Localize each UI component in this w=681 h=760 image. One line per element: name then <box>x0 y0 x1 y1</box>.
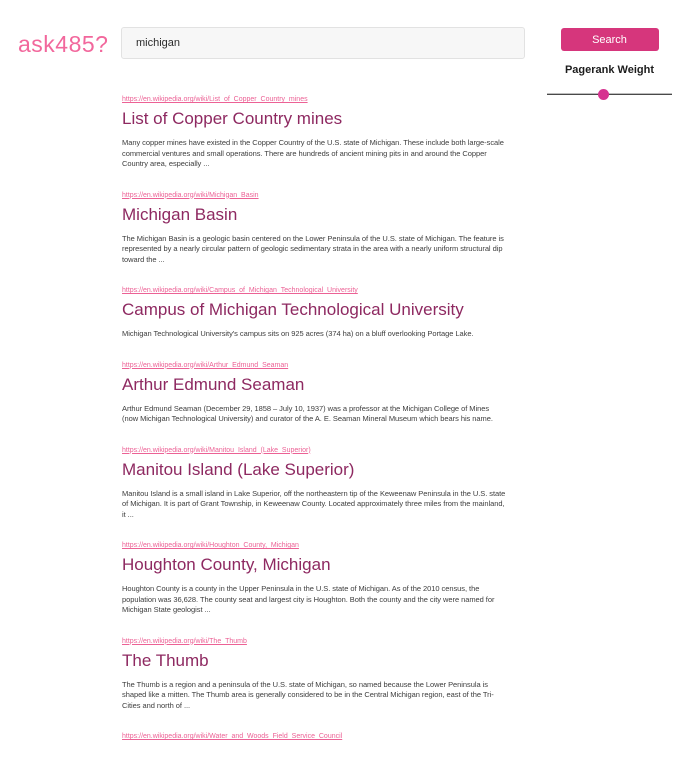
search-result <box>122 184 506 266</box>
result-title-link[interactable]: The Thumb <box>122 650 209 670</box>
result-snippet: Houghton County is a county in the Upper Peninsula in the U.S. state of Michigan. As of the 2010 census, the population was 36,628. The county seat and largest city is Houghton. Both the county and the city were named for Michigan State geologist ... <box>122 584 495 614</box>
result-title-link[interactable]: Arthur Edmund Seaman <box>122 374 305 394</box>
search-result <box>122 630 506 712</box>
result-title-link[interactable]: Manitou Island (Lake Superior) <box>122 459 355 479</box>
result-title-link[interactable]: Michigan Basin <box>122 204 238 224</box>
pagerank-slider[interactable] <box>547 88 672 100</box>
search-button[interactable]: Search <box>561 28 659 51</box>
pagerank-slider-thumb[interactable] <box>598 89 609 100</box>
result-url-link[interactable]: https://en.wikipedia.org/wiki/Water_and_Woods_Field_Service_Council <box>122 733 343 740</box>
result-url-link[interactable]: https://en.wikipedia.org/wiki/The_Thumb <box>122 637 247 645</box>
search-result <box>122 439 506 521</box>
result-url-link[interactable]: https://en.wikipedia.org/wiki/Houghton_County,_Michigan <box>122 542 299 549</box>
search-controls <box>547 28 672 100</box>
result-snippet: Many copper mines have existed in the Copper Country of the U.S. state of Michigan. These include both large-scale commercial ventures and small operations. There are hundreds of ancient mining pits in and around the Copper Country area, especially ... <box>122 138 504 168</box>
search-result <box>122 354 506 425</box>
result-title-link[interactable]: Houghton County, Michigan <box>122 555 331 574</box>
results-list <box>122 88 506 760</box>
search-result <box>122 88 506 170</box>
result-snippet: The Thumb is a region and a peninsula of the U.S. state of Michigan, so named because the Lower Peninsula is shaped like a mitten. The Thumb area is generally considered to be in the Central Michigan region, east of the Tri-Cities and north of ... <box>122 679 494 710</box>
result-url-link[interactable]: https://en.wikipedia.org/wiki/Manitou_Island_(Lake_Superior) <box>122 446 311 454</box>
search-result <box>122 279 506 340</box>
search-result <box>122 725 506 746</box>
result-snippet: The Michigan Basin is a geologic basin centered on the Lower Peninsula of the U.S. state of Michigan. The feature is represented by a nearly circular pattern of geologic sedimentary strata in the area with a nearly uniform structural dip toward the ... <box>122 233 504 264</box>
result-url-link[interactable]: https://en.wikipedia.org/wiki/Campus_of_Michigan_Technological_University <box>122 287 358 294</box>
app-logo[interactable]: ask485? <box>18 31 109 57</box>
slider-track <box>547 93 672 95</box>
result-title-link[interactable]: Campus of Michigan Technological University <box>122 300 464 319</box>
search-result <box>122 534 506 616</box>
result-url-link[interactable]: https://en.wikipedia.org/wiki/List_of_Copper_Country_mines <box>122 96 308 103</box>
result-snippet: Manitou Island is a small island in Lake Superior, off the northeastern tip of the Keweenaw Peninsula in the U.S. state of Michigan. It is part of Grant Township, in Keweenaw County. Located approximately three miles from the mainland, it ... <box>122 488 506 519</box>
search-input[interactable] <box>121 27 525 59</box>
result-snippet: Michigan Technological University's campus sits on 925 acres (374 ha) on a bluff overlooking Portage Lake. <box>122 329 474 338</box>
result-title-link[interactable]: List of Copper Country mines <box>122 109 343 128</box>
pagerank-weight-label: Pagerank Weight <box>564 64 655 76</box>
result-url-link[interactable]: https://en.wikipedia.org/wiki/Arthur_Edmund_Seaman <box>122 361 289 369</box>
result-url-link[interactable]: https://en.wikipedia.org/wiki/Michigan_Basin <box>122 191 259 199</box>
result-snippet: Arthur Edmund Seaman (December 29, 1858 – July 10, 1937) was a professor at the Michigan College of Mines (now Michigan Technological University) and curator of the A. E. Seaman Mineral Museum which bears his name. <box>122 403 493 423</box>
